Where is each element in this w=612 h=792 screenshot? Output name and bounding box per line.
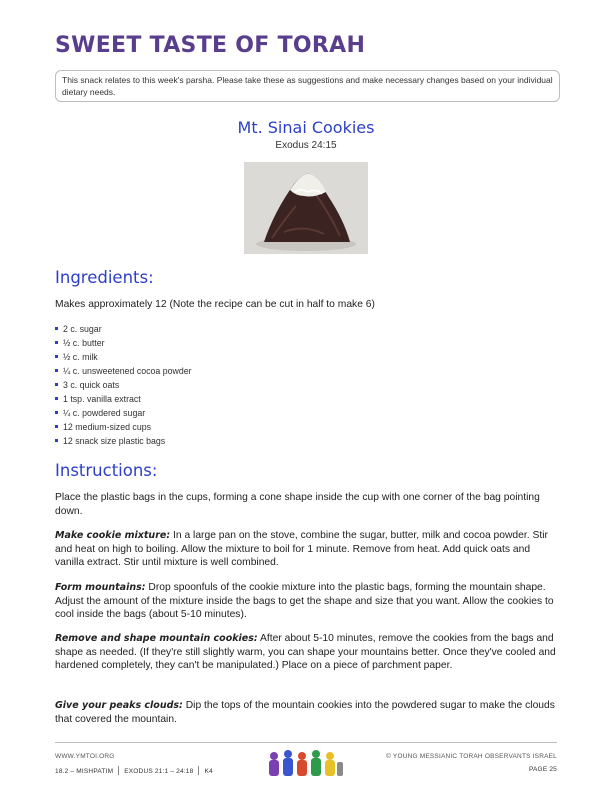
cookie-photo: [244, 162, 368, 254]
step-label: Form mountains:: [55, 582, 146, 593]
list-item: 1 tsp. vanilla extract: [55, 392, 192, 406]
list-item: ¼ c. unsweetened cocoa powder: [55, 364, 192, 378]
bullet-icon: [55, 327, 58, 330]
ymtoi-logo: [267, 748, 345, 780]
step-text: Dip the tops of the mountain cookies into the powdered sugar to make the clouds that covered the mountain.: [55, 700, 555, 725]
footer-issue-info: 18.2 – MISHPATIM EXODUS 21:1 – 24:18 K4: [55, 768, 213, 775]
yield-note: Makes approximately 12 (Note the recipe can be cut in half to make 6): [55, 299, 375, 310]
step-text: After about 5-10 minutes, remove the cookies from the bags and shape as needed. (If they're still slightly warm, you can shape your mountains better. Once they've cooled and hardened completely, they can't be manipulated.) Place on a piece of parchment paper.: [55, 633, 556, 671]
step-form-mountains: [55, 581, 557, 622]
list-item: 12 snack size plastic bags: [55, 434, 192, 448]
list-item: ½ c. butter: [55, 336, 192, 350]
bullet-icon: [55, 355, 58, 358]
list-item: ½ c. milk: [55, 350, 192, 364]
step-label: Give your peaks clouds:: [55, 700, 183, 711]
footer-copyright: © YOUNG MESSIANIC TORAH OBSERVANTS ISRAEL: [386, 753, 557, 760]
step-text: In a large pan on the stove, combine the sugar, butter, milk and cocoa powder. Stir and heat on high to boiling. Allow the mixture to boil for 1 minute. Remove from heat. Add quick oats and vanilla extract. Stir until mixture is well combined.: [55, 530, 548, 568]
list-item: 12 medium-sized cups: [55, 420, 192, 434]
bullet-icon: [55, 383, 58, 386]
list-item: 3 c. quick oats: [55, 378, 192, 392]
instructions-heading: Instructions:: [55, 461, 158, 480]
recipe-title: Mt. Sinai Cookies: [237, 118, 375, 137]
recipe-reference: Exodus 24:15: [275, 140, 337, 151]
bullet-icon: [55, 341, 58, 344]
step-give-peaks-clouds: [55, 699, 557, 726]
list-item: ¼ c. powdered sugar: [55, 406, 192, 420]
page-number: PAGE 25: [528, 766, 557, 773]
bullet-icon: [55, 397, 58, 400]
page-title: SWEET TASTE OF TORAH: [55, 33, 366, 58]
bullet-icon: [55, 369, 58, 372]
step-remove-and-shape: [55, 632, 557, 673]
step-label: Make cookie mixture:: [55, 530, 171, 541]
dietary-note: This snack relates to this week's parsha. Please take these as suggestions and make necessary changes based on your individual dietary needs.: [55, 70, 560, 102]
bullet-icon: [55, 425, 58, 428]
step-label: Remove and shape mountain cookies:: [55, 633, 258, 644]
step-text: Drop spoonfuls of the cookie mixture into the plastic bags, forming the mountain shape. Adjust the amount of the mixture inside the bags to get the shape and size that you want. Allow the cookies to cool inside the bags (about 5-10 minutes).: [55, 582, 554, 620]
ingredient-list: [55, 322, 192, 448]
list-item: 2 c. sugar: [55, 322, 192, 336]
footer-divider: [55, 742, 557, 743]
footer-website[interactable]: WWW.YMTOI.ORG: [55, 753, 115, 760]
bullet-icon: [55, 411, 58, 414]
ingredients-heading: Ingredients:: [55, 268, 154, 287]
bullet-icon: [55, 439, 58, 442]
step-make-cookie-mixture: [55, 529, 557, 570]
instructions-intro: Place the plastic bags in the cups, forming a cone shape inside the cup with one corner of the bag pointing down.: [55, 492, 540, 517]
